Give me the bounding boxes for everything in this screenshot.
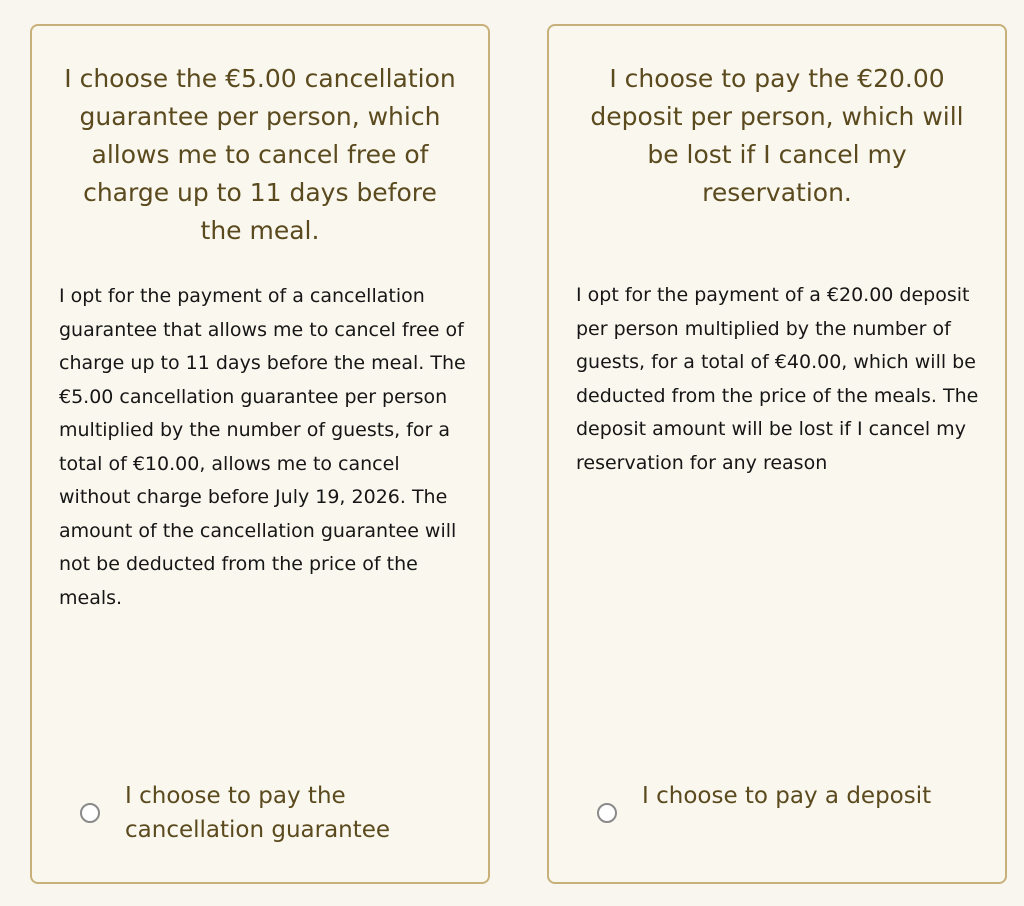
deposit-radio-button[interactable] xyxy=(597,803,617,823)
deposit-option-card[interactable] xyxy=(547,24,1007,884)
guarantee-option-title: I choose the €5.00 cancellation guarantee per person, which allows me to cancel free of charge up to 11 days before the meal. xyxy=(64,64,456,245)
guarantee-option-description: I opt for the payment of a cancellation guarantee that allows me to cancel free of charge up to 11 days before the meal. The €5.00 cancellation guarantee per person multiplied by the number of guests, for a total of €10.00, allows me to cancel without charge before July 19, 2026. The amount of the cancellation guarantee will not be deducted from the price of the meals. xyxy=(59,285,466,609)
guarantee-radio-button[interactable] xyxy=(80,803,100,823)
guarantee-radio-label[interactable]: I choose to pay the cancellation guarantee xyxy=(125,783,391,843)
deposit-option-title: I choose to pay the €20.00 deposit per person, which will be lost if I cancel my reservation. xyxy=(590,64,964,207)
deposit-radio-label[interactable]: I choose to pay a deposit xyxy=(642,783,932,809)
guarantee-option-card[interactable] xyxy=(30,24,490,884)
deposit-option-description: I opt for the payment of a €20.00 deposit per person multiplied by the number of guests, for a total of €40.00, which will be deducted from the price of the meals. The deposit amount will be lost if I cancel my reservation for any reason xyxy=(576,284,979,474)
